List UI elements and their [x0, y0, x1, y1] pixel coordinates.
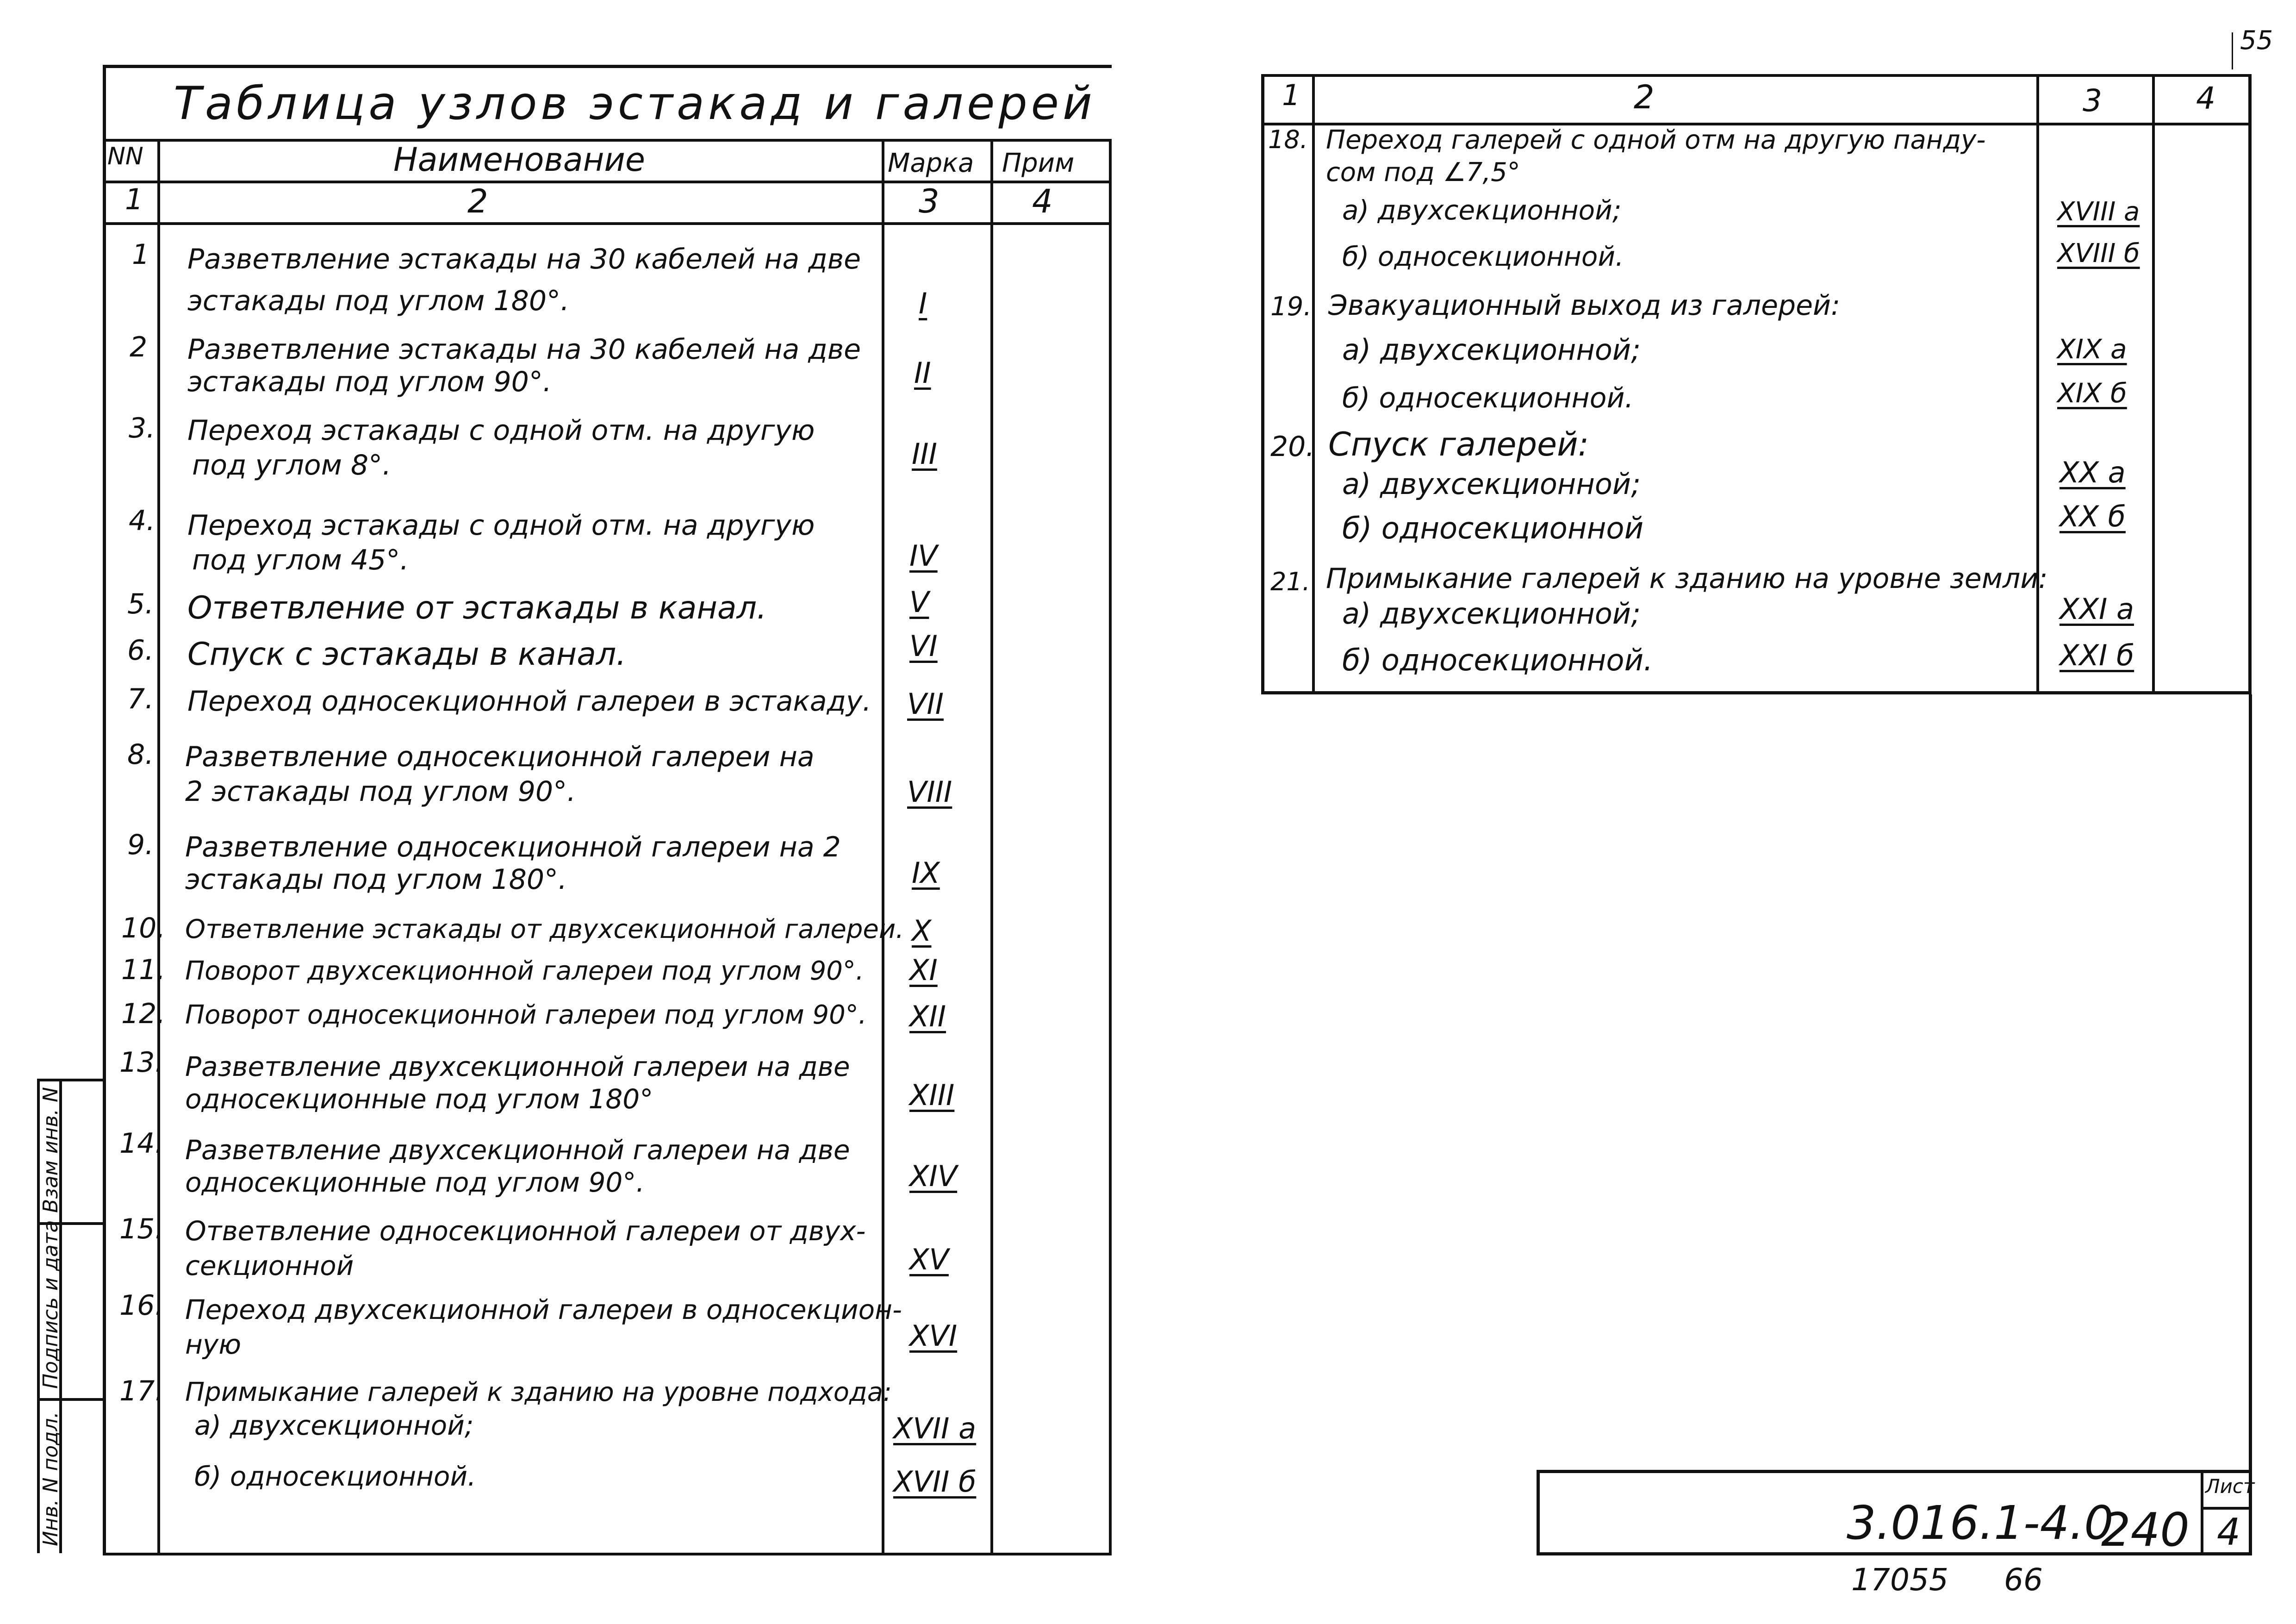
row-mark: V	[909, 585, 929, 619]
col-number-3: 3	[919, 182, 940, 220]
row-number: 10.	[121, 912, 166, 944]
row-mark: XX а	[2060, 456, 2126, 489]
row-mark: VI	[909, 629, 938, 663]
header-note: Прим	[1002, 148, 1075, 178]
sheet-right-border	[2249, 694, 2252, 1555]
row-text: эстакады под углом 180°.	[187, 285, 570, 317]
row-text: Поворот двухсекционной галереи под углом 90°.	[185, 956, 864, 986]
side-stamp-inv: Инв. N подл.	[39, 1412, 62, 1546]
row-mark: XIX б	[2057, 377, 2127, 409]
row-text: б) односекционной.	[1342, 241, 1624, 272]
row-text: 2 эстакады под углом 90°.	[185, 775, 576, 808]
row-mark: I	[919, 287, 927, 320]
row-text: Разветвление односекционной галереи на 2	[185, 831, 841, 863]
row-mark: VII	[907, 687, 944, 721]
row-mark: IV	[909, 539, 938, 573]
row-mark: III	[912, 437, 937, 471]
row-number: 18.	[1268, 125, 1308, 154]
row-text: ную	[185, 1329, 242, 1360]
row-mark: XVI	[909, 1319, 958, 1353]
row-mark: XXI б	[2060, 638, 2134, 672]
row-mark: XVIII б	[2057, 238, 2140, 269]
right-col-line-1	[1312, 74, 1315, 694]
row-number: 14.	[119, 1127, 164, 1160]
row-text: Переход односекционной галереи в эстакаду.	[187, 685, 871, 718]
row-text: Переход эстакады с одной отм. на другую	[187, 509, 815, 542]
row-number: 2	[130, 331, 148, 363]
right-col-number-2: 2	[1634, 78, 1655, 116]
col-number-2: 2	[467, 182, 488, 220]
row-mark: XIX а	[2057, 333, 2127, 365]
right-table-top-line	[1261, 74, 2252, 77]
row-number: 7.	[127, 683, 154, 715]
row-number: 15.	[119, 1213, 164, 1245]
row-mark: XII	[909, 999, 946, 1033]
right-col-line-3	[2152, 74, 2155, 694]
row-text: б) односекционной.	[194, 1461, 476, 1492]
row-text: сом под ∠7,5°	[1326, 157, 1520, 187]
row-text: Поворот односекционной галереи под углом 90°.	[185, 1000, 867, 1030]
row-text: односекционные под углом 90°.	[185, 1167, 645, 1198]
header-name: Наименование	[393, 141, 645, 179]
row-text: под углом 8°.	[192, 449, 392, 481]
right-col-number-4: 4	[2196, 81, 2215, 116]
row-text: Переход двухсекционной галереи в односекцион-	[185, 1294, 902, 1325]
side-stamp-replacement: Взам инв. N	[39, 1087, 62, 1213]
row-mark: XVII б	[893, 1465, 977, 1499]
row-text: Разветвление эстакады на 30 кабелей на две	[187, 243, 861, 275]
row-number: 17.	[119, 1375, 164, 1407]
row-text: Переход эстакады с одной отм. на другую	[187, 414, 815, 447]
row-text: под углом 45°.	[192, 544, 409, 576]
row-text: Спуск с эстакады в канал.	[187, 636, 626, 673]
corner-tick	[2232, 32, 2233, 69]
row-mark: VIII	[907, 775, 952, 809]
row-text: Ответвление односекционной галереи от двух-	[185, 1215, 866, 1247]
row-number: 13.	[119, 1046, 164, 1079]
row-number: 3.	[129, 412, 156, 444]
row-text: Переход галерей с одной отм на другую панду-	[1326, 125, 1986, 155]
row-text: б) односекционной.	[1342, 643, 1653, 678]
table-title: Таблица узлов эстакад и галерей	[174, 77, 1096, 130]
row-mark: IX	[912, 856, 940, 890]
row-text: Ответвление эстакады от двухсекционной галереи.	[185, 914, 904, 944]
row-text: Примыкание галерей к зданию на уровне земли:	[1326, 562, 2048, 595]
row-text: секционной	[185, 1250, 354, 1281]
row-mark: XI	[909, 953, 938, 987]
row-text: а) двухсекционной;	[1342, 194, 1622, 226]
row-text: а) двухсекционной;	[1342, 597, 1641, 631]
right-col-number-3: 3	[2083, 83, 2102, 119]
row-text: б) односекционной.	[1342, 382, 1634, 414]
row-text: а) двухсекционной;	[194, 1410, 474, 1441]
right-col-line-2	[2036, 74, 2039, 694]
header-nn: NN	[107, 143, 143, 170]
left-table-bottom-line	[103, 1553, 1112, 1555]
row-number: 8.	[127, 738, 154, 771]
row-text: б) односекционной	[1342, 512, 1644, 546]
document-code: 3.016.1-4.0	[1847, 1496, 2114, 1550]
row-mark: X	[912, 914, 932, 948]
bottom-note-right: 66	[2004, 1562, 2043, 1598]
left-col-line-1	[157, 139, 160, 1553]
row-number: 19.	[1270, 292, 1312, 322]
row-number: 21.	[1270, 567, 1310, 596]
row-text: эстакады под углом 90°.	[187, 366, 552, 398]
left-col-line-3	[990, 139, 993, 1553]
row-mark: XIV	[909, 1159, 958, 1193]
row-number: 6.	[127, 634, 154, 667]
row-mark: XV	[909, 1243, 949, 1276]
page-number-top: 55	[2240, 25, 2273, 56]
left-col-line-4	[1109, 139, 1112, 1553]
row-mark: XX б	[2060, 500, 2126, 533]
header-mark: Марка	[888, 148, 974, 178]
sheet-number: 4	[2217, 1511, 2240, 1554]
row-text: а) двухсекционной;	[1342, 467, 1641, 501]
row-text: Эвакуационный выход из галерей:	[1328, 289, 1841, 322]
document-number: 240	[2101, 1503, 2190, 1557]
row-number: 9.	[127, 829, 154, 861]
sheet-label: Лист	[2205, 1475, 2255, 1498]
row-number: 12.	[121, 998, 166, 1030]
row-number: 1	[132, 238, 150, 271]
side-stamp-divider-2	[37, 1398, 103, 1401]
title-block-sheet-line	[2201, 1507, 2252, 1510]
row-mark: XVIII а	[2057, 197, 2140, 227]
row-text: односекционные под углом 180°	[185, 1083, 653, 1115]
right-col-number-1: 1	[1282, 78, 1300, 112]
row-mark: XVII а	[893, 1412, 977, 1445]
row-text: Ответвление от эстакады в канал.	[187, 590, 767, 626]
row-text: а) двухсекционной;	[1342, 333, 1641, 367]
row-number: 4.	[129, 505, 156, 537]
row-text: Спуск галерей:	[1328, 425, 1589, 463]
col-number-4: 4	[1032, 182, 1053, 220]
row-mark: XXI а	[2060, 592, 2134, 626]
row-text: Разветвление двухсекционной галереи на две	[185, 1051, 850, 1082]
title-block-sheet-divider	[2201, 1470, 2203, 1555]
row-number: 11.	[121, 954, 166, 986]
row-text: Разветвление эстакады на 30 кабелей на две	[187, 333, 861, 366]
col-number-1: 1	[125, 182, 143, 216]
row-mark: II	[914, 356, 931, 390]
row-text: Разветвление односекционной галереи на	[185, 741, 815, 773]
side-stamp-top-line	[37, 1079, 103, 1081]
row-mark: XIII	[909, 1078, 955, 1112]
row-text: эстакады под углом 180°.	[185, 863, 567, 896]
left-col-line-2	[882, 139, 884, 1553]
side-stamp-signature: Подпись и дата	[39, 1220, 62, 1389]
row-number: 5.	[127, 588, 154, 620]
left-header-mid-line	[103, 181, 1112, 183]
row-number: 16.	[119, 1289, 164, 1322]
bottom-note-left: 17055	[1851, 1562, 1948, 1598]
row-text: Примыкание галерей к зданию на уровне подхода:	[185, 1377, 892, 1407]
row-text: Разветвление двухсекционной галереи на две	[185, 1134, 850, 1166]
row-number: 20.	[1270, 431, 1315, 463]
left-header-bottom-line	[103, 222, 1112, 225]
